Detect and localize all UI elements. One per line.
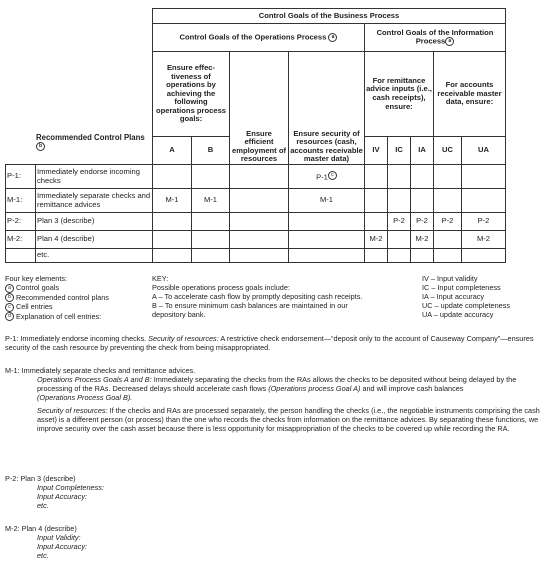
marker-b-icon: b — [5, 293, 14, 302]
marker-d-icon: d — [5, 312, 14, 321]
row-id: P-2: — [6, 213, 36, 231]
efficient-employment-header: Ensure efficient employment of resources — [230, 52, 289, 165]
table-row — [6, 213, 506, 231]
cell-entry-ua: P-2 — [462, 213, 506, 231]
cell-entry-ic — [388, 249, 411, 263]
cell-entry-eff — [230, 213, 289, 231]
cell-entry-uc: P-2 — [434, 213, 462, 231]
key-element-item: a Control goals — [5, 283, 145, 293]
key-element-item: b Recommended control plans — [5, 293, 145, 303]
cell-entry-b — [192, 165, 230, 189]
table-row — [6, 165, 506, 189]
cell-entry-eff — [230, 249, 289, 263]
marker-c-icon: c — [328, 171, 337, 180]
cell-entry-uc — [434, 249, 462, 263]
row-plan: etc. — [36, 249, 153, 263]
cell-entry-eff — [230, 231, 289, 249]
code-line: IA – Input accuracy — [422, 292, 485, 301]
cell-entry-b — [192, 249, 230, 263]
cell-entry-iv — [365, 213, 388, 231]
cell-entry-iv — [365, 249, 388, 263]
code-line: UC – update completeness — [422, 301, 511, 310]
col-ic-header: IC — [388, 137, 411, 165]
col-ia-header: IA — [411, 137, 434, 165]
cell-entry-sec — [289, 213, 365, 231]
col-b-header: B — [192, 137, 230, 165]
cell-entry-sec: M-1 — [289, 189, 365, 213]
cell-entry-ic — [388, 165, 411, 189]
code-legend — [422, 274, 547, 319]
code-line: IV – Input validity — [422, 274, 478, 283]
key-line: A – To accelerate cash flow by promptly depositing cash receipts. — [152, 292, 363, 301]
table-row — [6, 231, 506, 249]
col-iv-header: IV — [365, 137, 388, 165]
row-id: P-1: — [6, 165, 36, 189]
cell-entry-eff — [230, 165, 289, 189]
cell-entry-ia: M-2 — [411, 231, 434, 249]
cell-entry-ua: M-2 — [462, 231, 506, 249]
row-plan: Plan 4 (describe) — [36, 231, 153, 249]
cell-entry-a — [153, 213, 192, 231]
cell-entry-ua — [462, 189, 506, 213]
cell-entry-sec — [289, 249, 365, 263]
key-element-item: d Explanation of cell entries: — [5, 312, 145, 322]
key-element-item: c Cell entries — [5, 302, 145, 312]
key-elements-legend — [5, 274, 145, 321]
cell-entry-ia: P-2 — [411, 213, 434, 231]
cell-entry-a — [153, 165, 192, 189]
cell-entry-iv — [365, 165, 388, 189]
table-row — [6, 249, 506, 263]
explanation-p2: P-2: Plan 3 (describe) Input Completeness: Input Accuracy: etc. — [5, 474, 104, 510]
col-a-header: A — [153, 137, 192, 165]
master-data-header: For accounts receivable master data, ensure: — [434, 52, 506, 137]
cell-entry-uc — [434, 231, 462, 249]
cell-entry-uc — [434, 189, 462, 213]
cell-entry-b: M-1 — [192, 189, 230, 213]
operations-process-header: Control Goals of the Operations Process a — [153, 24, 365, 52]
row-plan: Plan 3 (describe) — [36, 213, 153, 231]
cell-entry-ia — [411, 165, 434, 189]
row-id: M-2: — [6, 231, 36, 249]
cell-entry-a — [153, 249, 192, 263]
cell-entry-sec: P-1 $^c$ — [289, 165, 365, 189]
cell-entry-iv: M-2 — [365, 231, 388, 249]
explanation-m1: M-1: Immediately separate checks and remittance advices. Operations Process Goals A and B: Immediately separating the checks from the RAs allows the checks to be deposited without being delayed by the processing of the RAs. Decreased delays should accelerate cash flows (Operations process Goal A) and will improve cash balances (Operations Process Goal B). Security of resources: If the checks and RAs are processed separately, the person handling the checks (i.e., the negotiable instruments comprising the cash asset) is a different person (or process) than the one who records the checks from information on the remittance advices. By separating these functions, we improve security over the cash asset because there is less opportunity for misappropriation of the checks to be covered up while recording the RA. — [5, 366, 540, 433]
cell-entry-uc — [434, 165, 462, 189]
operations-goals-header: Ensure effec-tiveness of operations by achieving the following operations process goals: — [153, 52, 230, 137]
cell-entry-b — [192, 213, 230, 231]
key-title: KEY: — [152, 274, 169, 283]
cell-entry-ia — [411, 189, 434, 213]
cell-entry-iv — [365, 189, 388, 213]
marker-a-icon: a — [5, 284, 14, 293]
cell-entry-sec — [289, 231, 365, 249]
table-row — [6, 189, 506, 213]
explanation-m2: M-2: Plan 4 (describe) Input Validity: Input Accuracy: etc. — [5, 524, 88, 560]
key-line: Possible operations process goals include: — [152, 283, 290, 292]
key-elements-title: Four key elements: — [5, 274, 68, 283]
cell-entry-ic — [388, 231, 411, 249]
recommended-plans-header: Recommended Control Plans b — [36, 133, 145, 150]
key-legend — [152, 274, 417, 319]
cell-entry-a — [153, 231, 192, 249]
marker-a-icon: a — [445, 37, 454, 46]
security-of-resources-header: Ensure security of resources (cash, accounts receivable master data) — [289, 52, 365, 165]
cell-entry-b — [192, 231, 230, 249]
code-line: UA – update accuracy — [422, 310, 494, 319]
key-line: depository bank. — [152, 310, 206, 319]
col-ua-header: UA — [462, 137, 506, 165]
marker-a-icon: a — [328, 33, 337, 42]
row-id: M-1: — [6, 189, 36, 213]
row-plan: Immediately endorse incoming checks — [36, 165, 153, 189]
marker-c-icon: c — [5, 303, 14, 312]
key-line: B – To ensure minimum cash balances are maintained in our — [152, 301, 348, 310]
cell-entry-a: M-1 — [153, 189, 192, 213]
business-process-header: Control Goals of the Business Process — [153, 9, 506, 24]
cell-entry-ic — [388, 189, 411, 213]
explanation-p1: P-1: Immediately endorse incoming checks. Security of resources: A restrictive check endorsement—“deposit only to the account of Causeway Company”—ensures security of the cash resource by preventing the check from being misappropriated. — [5, 334, 534, 352]
matrix-rows — [6, 165, 506, 263]
remittance-inputs-header: For remittance advice inputs (i.e., cash receipts), ensure: — [365, 52, 434, 137]
cell-entry-ua — [462, 165, 506, 189]
cell-entry-ua — [462, 249, 506, 263]
marker-b-icon: b — [36, 142, 45, 151]
cell-entry-ia — [411, 249, 434, 263]
code-line: IC – Input completeness — [422, 283, 501, 292]
row-id — [6, 249, 36, 263]
col-uc-header: UC — [434, 137, 462, 165]
row-plan: Immediately separate checks and remittance advices — [36, 189, 153, 213]
cell-entry-ic: P-2 — [388, 213, 411, 231]
cell-entry-eff — [230, 189, 289, 213]
information-process-header: Control Goals of the Information Process a — [365, 24, 506, 52]
